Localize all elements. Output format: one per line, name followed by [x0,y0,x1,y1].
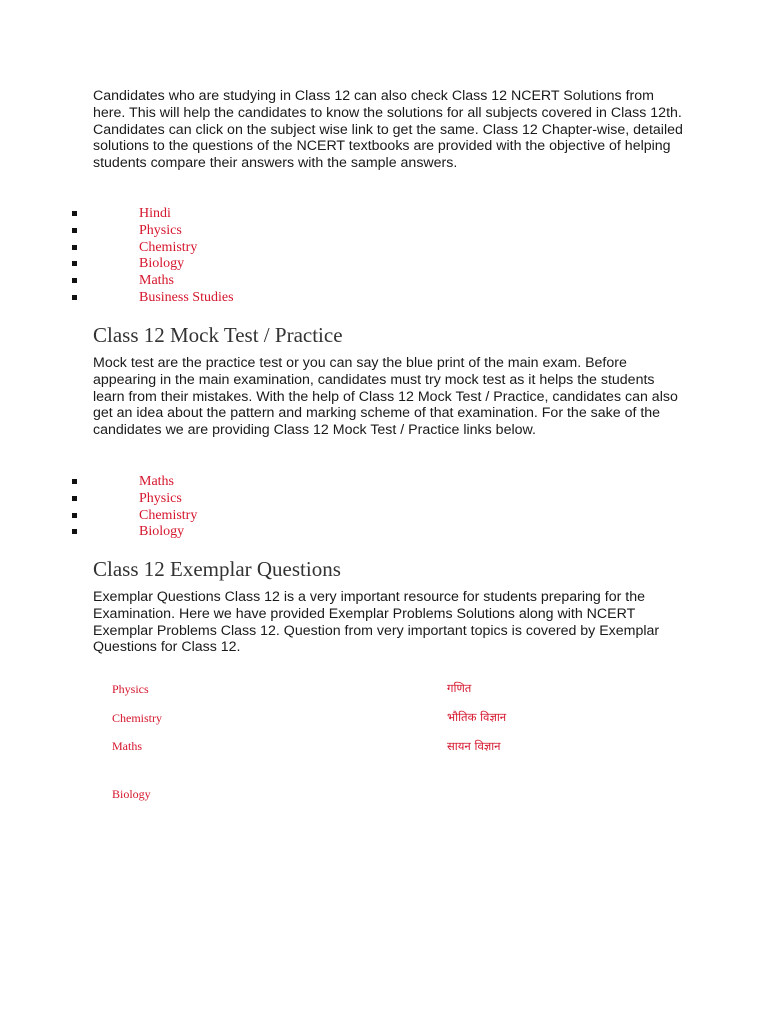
exemplar-heading: Class 12 Exemplar Questions [93,557,341,581]
subject-link-business-studies[interactable]: Business Studies [139,289,234,305]
mock-link-chemistry[interactable]: Chemistry [139,507,198,523]
exemplar-link-bhautik-vigyan[interactable]: भौतिक विज्ञान [447,710,507,724]
exemplar-link-maths[interactable]: Maths [112,739,142,753]
exemplar-link-chemistry[interactable]: Chemistry [112,711,162,725]
square-bullet-icon [72,261,77,266]
subject-link-chemistry[interactable]: Chemistry [139,239,198,255]
intro-paragraph: Candidates who are studying in Class 12 can also check Class 12 NCERT Solutions from here. This will help the candidates to know the solutions for all subjects covered in Class 12th. Candidates can click on the subject wise link to get the same. Class 12 Chapter-wise, detailed solutions to the questions of the NCERT textbooks are provided with the objective of helping students compare their answers with the sample answers. [93,88,683,172]
mock-test-paragraph: Mock test are the practice test or you can say the blue print of the main exam. Before appearing in the main examination, candidates must try mock test as it helps the students learn from their mistakes. With the help of Class 12 Mock Test / Practice, candidates can also get an idea about the pattern and marking scheme of that examination. For the sake of the candidates we are providing Class 12 Mock Test / Practice links below. [93,355,678,439]
square-bullet-icon [72,211,77,216]
mock-link-biology[interactable]: Biology [139,524,185,540]
square-bullet-icon [72,295,77,300]
list-item [0,273,768,290]
mock-link-physics[interactable]: Physics [139,490,182,506]
list-item [0,524,768,541]
subject-link-hindi[interactable]: Hindi [139,206,171,221]
list-item [0,290,768,307]
square-bullet-icon [72,228,77,233]
exemplar-link-sayan-vigyan[interactable]: सायन विज्ञान [447,739,501,753]
list-item [0,491,768,508]
mock-test-link-list [0,474,768,541]
subject-link-physics[interactable]: Physics [139,222,182,238]
square-bullet-icon [72,479,77,484]
mock-test-heading: Class 12 Mock Test / Practice [93,323,343,347]
exemplar-link-physics[interactable]: Physics [112,682,149,696]
subject-link-maths[interactable]: Maths [139,273,174,289]
exemplar-link-ganit[interactable]: गणित [447,681,472,695]
list-item [0,223,768,240]
subject-link-biology[interactable]: Biology [139,256,185,272]
square-bullet-icon [72,529,77,534]
exemplar-link-biology[interactable]: Biology [112,787,151,801]
square-bullet-icon [72,496,77,501]
list-item [0,240,768,257]
square-bullet-icon [72,278,77,283]
mock-link-maths[interactable]: Maths [139,474,174,489]
list-item [0,508,768,525]
square-bullet-icon [72,245,77,250]
square-bullet-icon [72,513,77,518]
subject-link-list [0,206,768,307]
list-item [0,206,768,223]
list-item [0,474,768,491]
list-item [0,256,768,273]
exemplar-paragraph: Exemplar Questions Class 12 is a very important resource for students preparing for the Examination. Here we have provided Exemplar Problems Solutions along with NCERT Exemplar Problems Class 12. Question from very important topics is covered by Exemplar Questions for Class 12. [93,589,660,656]
